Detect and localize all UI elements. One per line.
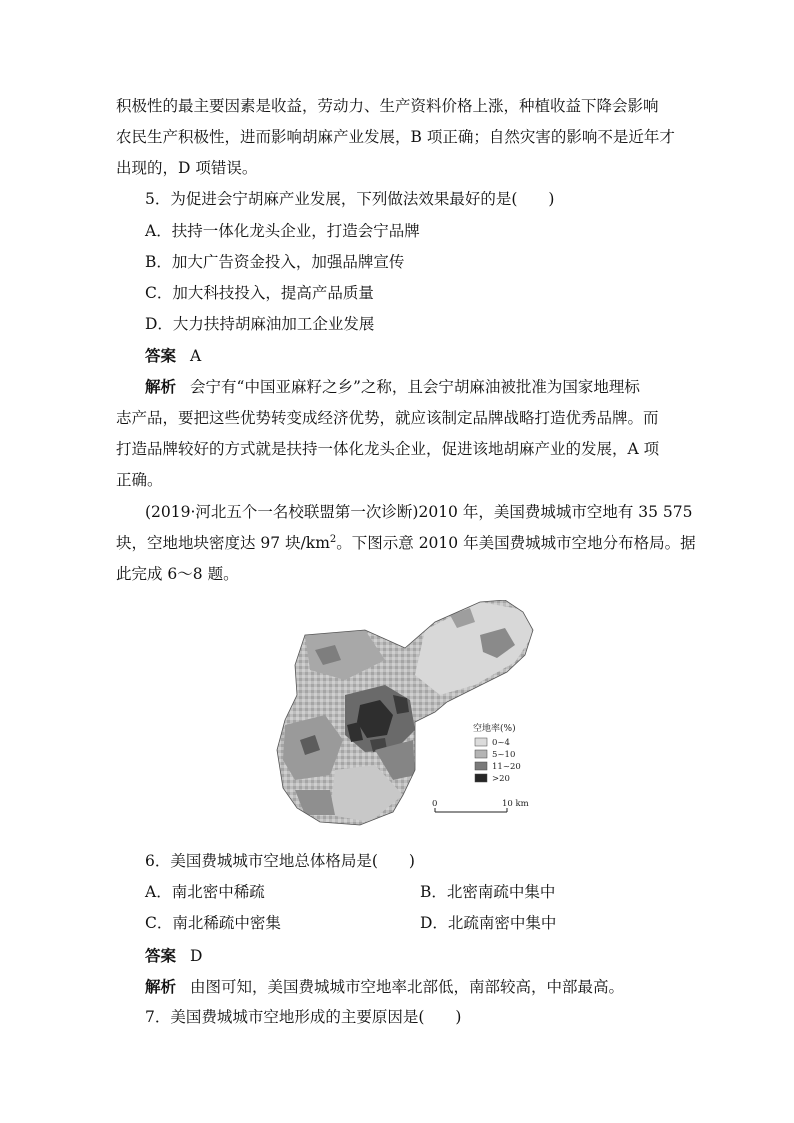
passage-line-3: 此完成 6～8 题。 xyxy=(116,565,239,583)
answer-label: 答案 xyxy=(145,346,177,365)
q6-option-a: A．南北密中稀疏 xyxy=(145,883,265,901)
q5-stem: 5．为促进会宁胡麻产业发展，下列做法效果最好的是( ) xyxy=(145,190,555,208)
legend-swatch-1 xyxy=(475,750,487,758)
legend-label-0: 0~4 xyxy=(492,738,510,748)
q6-options-row-2 xyxy=(145,908,281,939)
legend-swatch-3 xyxy=(475,774,487,782)
intro-line-2: 农民生产积极性，进而影响胡麻产业发展，B 项正确；自然灾害的影响不是近年才 xyxy=(116,128,675,146)
q5-option-a: A．扶持一体化龙头企业，打造会宁品牌 xyxy=(145,222,420,240)
legend-item xyxy=(475,762,521,772)
q5-analysis-line-3: 打造品牌较好的方式就是扶持一体化龙头企业，促进该地胡麻产业的发展，A 项 xyxy=(116,440,660,458)
intro-line-3: 出现的，D 项错误。 xyxy=(116,159,258,177)
q6-analysis: 解析 由图可知，美国费城城市空地率北部低，南部较高，中部最高。 xyxy=(145,977,625,996)
q5-option-b: B．加大广告资金投入，加强品牌宣传 xyxy=(145,253,405,271)
legend-title: 空地率(%) xyxy=(473,724,516,734)
scale-zero: 0 xyxy=(432,799,438,809)
answer-value: D xyxy=(190,947,203,965)
q5-option-c: C．加大科技投入，提高产品质量 xyxy=(145,284,374,302)
analysis-label: 解析 xyxy=(145,377,177,396)
q6-options-row-1 xyxy=(145,877,265,908)
legend-label-1: 5~10 xyxy=(492,750,516,760)
legend-label-2: 11~20 xyxy=(492,762,521,772)
map-svg xyxy=(275,600,540,835)
analysis-label: 解析 xyxy=(145,977,177,996)
q5-analysis-line-4: 正确。 xyxy=(116,471,163,489)
legend-item xyxy=(475,738,510,748)
q7-stem: 7．美国费城城市空地形成的主要原因是( ) xyxy=(145,1008,462,1026)
answer-value: A xyxy=(190,347,202,365)
passage-line-2: 块，空地地块密度达 97 块$/km^2$。下图示意 2010 年美国费城城市空地分布格局。据 xyxy=(116,533,696,552)
answer-label: 答案 xyxy=(145,946,177,965)
intro-line-1: 积极性的最主要因素是收益，劳动力、生产资料价格上涨，种植收益下降会影响 xyxy=(116,97,659,115)
map-city-shape xyxy=(275,600,540,835)
vacant-land-map xyxy=(275,600,540,835)
legend-item xyxy=(475,774,510,784)
q5-answer xyxy=(145,340,201,372)
q5-option-d: D．大力扶持胡麻油加工企业发展 xyxy=(145,315,375,333)
passage-line-1: (2019·河北五个一名校联盟第一次诊断)2010 年，美国费城城市空地有 35 575 xyxy=(145,503,693,521)
scale-end: 10 km xyxy=(502,799,529,809)
q5-analysis-line-2: 志产品，要把这些优势转变成经济优势，就应该制定品牌战略打造优秀品牌。而 xyxy=(116,409,659,427)
legend-swatch-2 xyxy=(475,762,487,770)
q5-analysis-line-1: 解析 会宁有“中国亚麻籽之乡”之称，且会宁胡麻油被批准为国家地理标 xyxy=(145,377,640,396)
q6-answer xyxy=(145,940,202,972)
legend-swatch-0 xyxy=(475,738,487,746)
q6-option-c: C．南北稀疏中密集 xyxy=(145,914,281,932)
q6-stem: 6．美国费城城市空地总体格局是( ) xyxy=(145,852,415,870)
legend-item xyxy=(475,750,515,760)
q6-option-d: D．北疏南密中集中 xyxy=(420,914,557,932)
legend-label-3: >20 xyxy=(492,774,510,784)
scale-bar xyxy=(432,799,529,812)
q6-option-b: B．北密南疏中集中 xyxy=(420,883,556,901)
